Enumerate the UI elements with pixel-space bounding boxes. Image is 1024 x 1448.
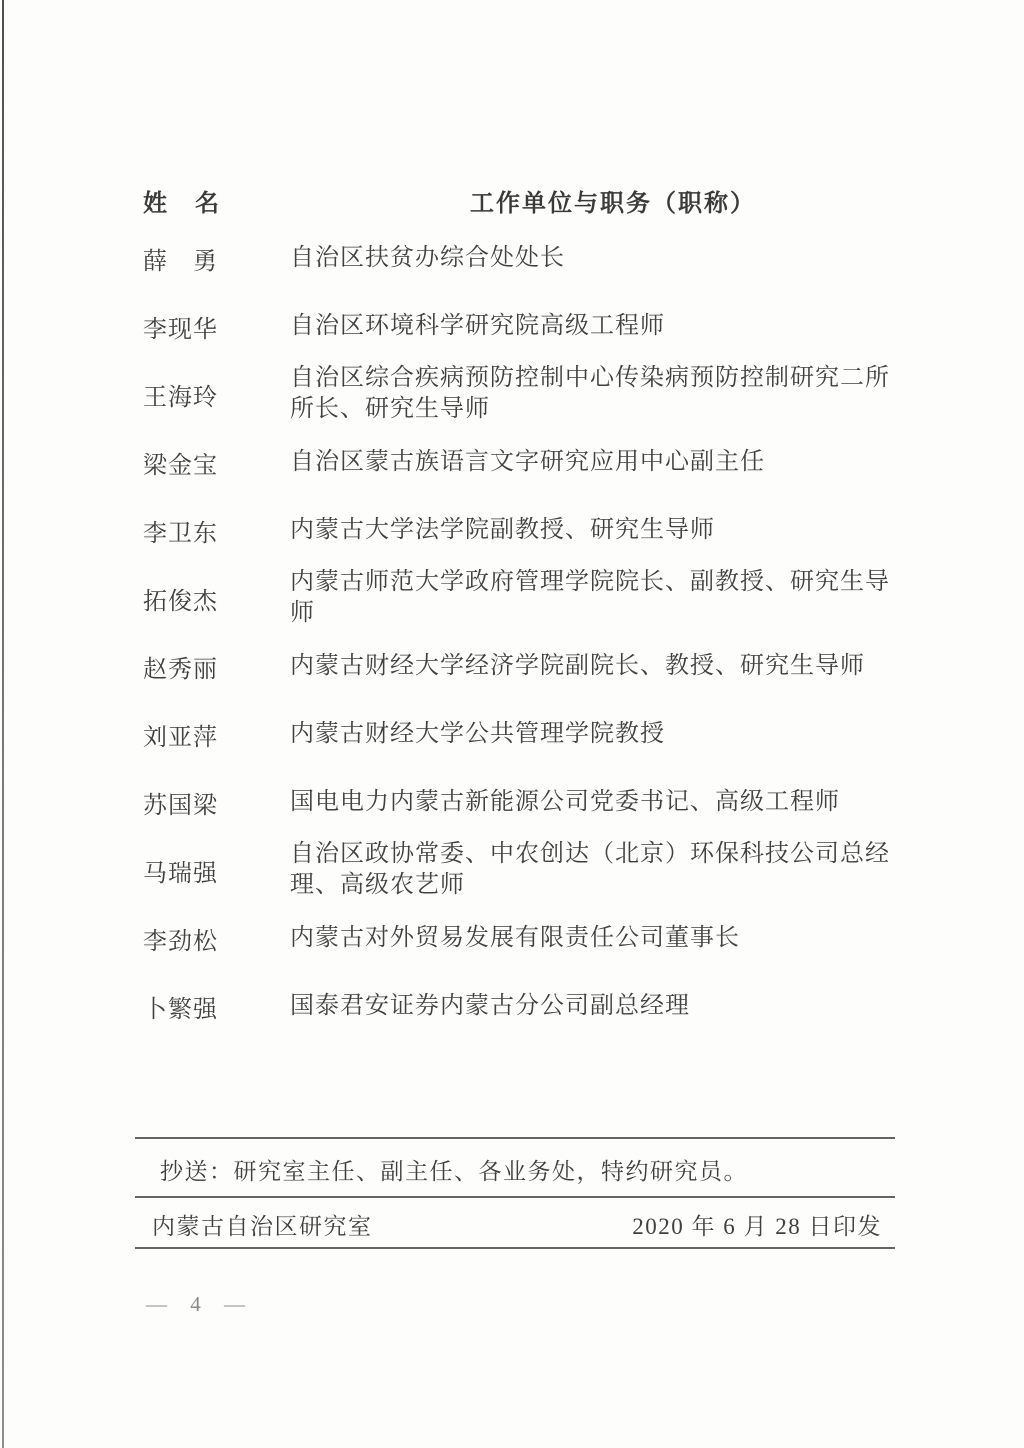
person-position: 国泰君安证券内蒙古分公司副总经理: [290, 992, 690, 1019]
person-name: 赵秀丽: [143, 656, 218, 683]
person-name: 卜繁强: [143, 996, 218, 1023]
person-position: 内蒙古师范大学政府管理学院院长、副教授、研究生导师: [290, 569, 890, 626]
issuer-row: [152, 1208, 882, 1241]
cc-line: 抄送：研究室主任、副主任、各业务处，特约研究员。: [160, 1159, 748, 1184]
list-item: [143, 360, 908, 428]
header-position-col: 工作单位与职务（职称）: [470, 190, 756, 217]
list-item: [143, 972, 908, 1040]
list-item: [143, 904, 908, 972]
footer-rule-bottom: [135, 1247, 895, 1249]
list-item: [143, 292, 908, 360]
person-position: 内蒙古财经大学经济学院副院长、教授、研究生导师: [290, 652, 865, 679]
list-item: [143, 496, 908, 564]
person-position: 自治区蒙古族语言文字研究应用中心副主任: [290, 448, 765, 475]
issuer-name: 内蒙古自治区研究室: [152, 1214, 373, 1239]
scan-edge-line: [2, 0, 4, 1448]
person-name: 李卫东: [143, 520, 218, 547]
person-name: 苏国梁: [143, 792, 218, 819]
person-position: 自治区综合疾病预防控制中心传染病预防控制研究二所所长、研究生导师: [290, 365, 890, 422]
list-item: [143, 224, 908, 292]
person-name: 李现华: [143, 316, 218, 343]
person-name: 薛 勇: [143, 248, 218, 275]
person-position: 自治区环境科学研究院高级工程师: [290, 312, 665, 339]
person-name: 李劲松: [143, 928, 218, 955]
print-date: 2020 年 6 月 28 日印发: [632, 1214, 882, 1239]
person-name: 刘亚萍: [143, 724, 218, 751]
list-item: [143, 768, 908, 836]
list-item: [143, 632, 908, 700]
list-item: [143, 564, 908, 632]
person-position: 内蒙古财经大学公共管理学院教授: [290, 720, 665, 747]
list-item: [143, 700, 908, 768]
person-position: 自治区扶贫办综合处处长: [290, 244, 565, 271]
person-position: 内蒙古对外贸易发展有限责任公司董事长: [290, 924, 740, 951]
list-item: [143, 836, 908, 904]
header-name-col: 姓 名: [143, 190, 221, 217]
person-position: 国电电力内蒙古新能源公司党委书记、高级工程师: [290, 788, 840, 815]
person-position: 内蒙古大学法学院副教授、研究生导师: [290, 516, 715, 543]
person-name: 拓俊杰: [143, 588, 218, 615]
footer-rule-middle: [135, 1196, 895, 1198]
person-name: 马瑞强: [143, 860, 218, 887]
roster-list: [143, 224, 908, 1040]
table-header: [143, 183, 903, 215]
page-number: — 4 —: [146, 1292, 254, 1316]
person-name: 梁金宝: [143, 452, 218, 479]
list-item: [143, 428, 908, 496]
person-name: 王海玲: [143, 384, 218, 411]
person-position: 自治区政协常委、中农创达（北京）环保科技公司总经理、高级农艺师: [290, 841, 890, 898]
footer-rule-top: [135, 1137, 895, 1139]
